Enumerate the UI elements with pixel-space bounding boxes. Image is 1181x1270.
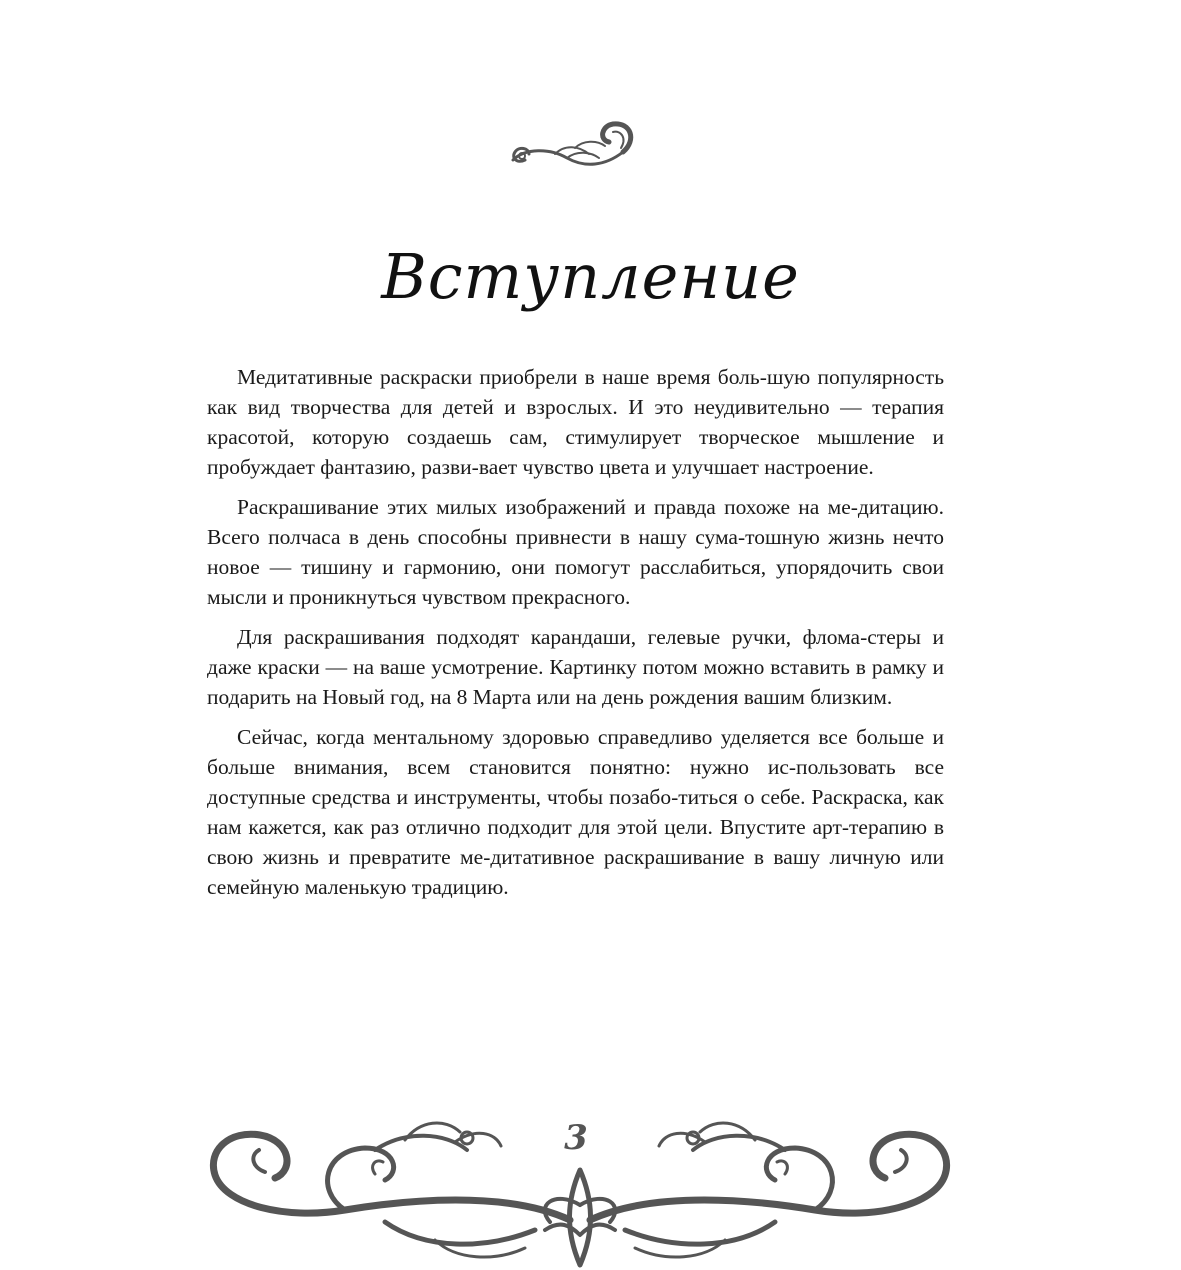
page-number: 3 — [564, 1118, 588, 1158]
paragraph: Для раскрашивания подходят карандаши, гелевые ручки, флома-стеры и даже краски — на ваше усмотрение. Картинку потом можно вставить в рамку и подарить на Новый год, на 8 Марта или на день рождения вашим близким. — [207, 625, 944, 709]
paragraph: Медитативные раскраски приобрели в наше время боль-шую популярность как вид творчества для детей и взрослых. И это неудивительно — терапия красотой, которую создаешь сам, стимулирует творческое мышление и пробуждает фантазию, разви-вает чувство цвета и улучшает настроение. — [207, 365, 944, 479]
page-title: Вступление — [381, 240, 800, 313]
flourish-ornament-icon — [505, 118, 645, 178]
intro-text — [207, 362, 944, 912]
paragraph: Сейчас, когда ментальному здоровью справедливо уделяется все больше и больше внимания, всем становится понятно: нужно ис-пользовать все доступные средства и инструменты, чтобы позабо-титься о себе. Раскраска, как нам кажется, как раз отлично подходит для этой цели. Впустите арт-терапию в свою жизнь и превратите ме-дитативное раскрашивание в вашу личную или семейную маленькую традицию. — [207, 725, 944, 899]
paragraph: Раскрашивание этих милых изображений и правда похоже на ме-дитацию. Всего полчаса в день способны привнести в нашу сума-тошную жизнь нечто новое — тишину и гармонию, они помогут расслабиться, упорядочить свои мысли и проникнуться чувством прекрасного. — [207, 495, 944, 609]
